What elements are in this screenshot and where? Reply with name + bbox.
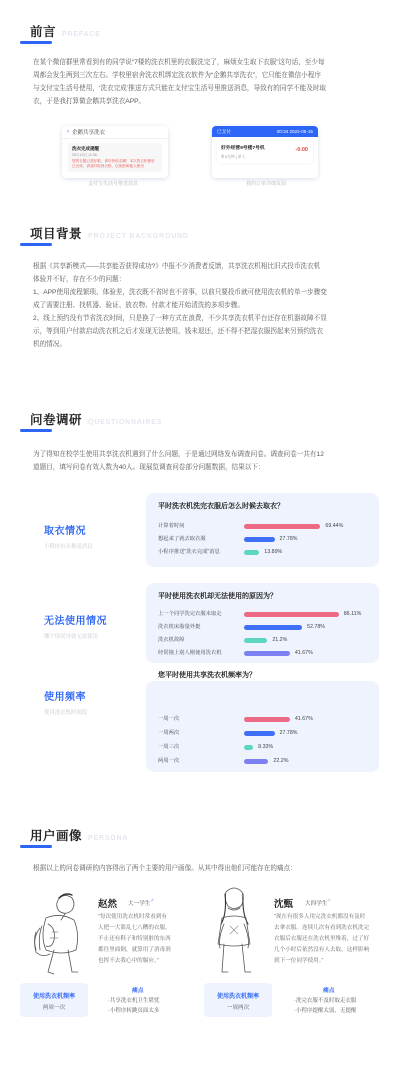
row-label: 计算着时间 <box>158 523 185 529</box>
order-status: 已支付 <box>217 128 231 134</box>
quote-line: 都往里面倒，就算用了消毒剂 <box>98 947 171 953</box>
background-line: 2、线上预约没有节省洗衣时间，只是换了一种方式在浪费，不少共享洗衣机平台还存在机器故障不显 <box>33 315 327 322</box>
persona-intro: 根据以上的问卷调研的内容得出了两个主要的用户画像。从其中得出他们可能存在的痛点： <box>33 865 297 872</box>
female-student-illustration <box>206 884 262 982</box>
message-date: 05月15日 11:56 <box>72 153 97 157</box>
survey-row <box>158 635 372 645</box>
back-arrow-icon: ‹ <box>67 129 69 135</box>
row-percent: 52.78% <box>307 624 326 630</box>
message-text: 您的衣服已洗好啦，请尽快取走哦！本次洗衣机使用已完成，请及时取回衣物，以免影响他人使用 <box>72 159 155 168</box>
background-line: 1、APP使用流程繁琐、体验差，洗衣既不省时也不省事，以前只要投币就可使用洗衣机的单一步骤变 <box>33 289 327 296</box>
persona-1-pain-title: 痛点 <box>132 988 144 994</box>
survey-text <box>33 448 389 474</box>
row-percent: 27.78% <box>279 730 298 736</box>
pain-item: ·小程序转跳页面太多 <box>108 1008 160 1014</box>
frequency-title: 使用洗衣机频率 <box>216 994 259 1000</box>
quote-line: 衣服后衣服还在洗衣机里堆着，过了好 <box>274 936 370 942</box>
pain-item: ·洗完衣服不及时取走衣服 <box>294 998 357 1004</box>
order-detail-screenshot <box>212 126 318 178</box>
row-percent: 41.67% <box>294 716 313 722</box>
row-label: 一周两次 <box>158 730 180 736</box>
message-header <box>62 126 168 139</box>
row-percent: 22.2% <box>273 758 289 764</box>
survey-label-title: 使用频率 <box>44 692 86 703</box>
alipay-message-screenshot <box>62 126 168 178</box>
message-title: 洗衣完成提醒 <box>72 146 99 151</box>
survey-label-pickup <box>44 522 93 550</box>
preface-line: 与支付宝生活号使用，‘洗衣完成’推送方式只能在支付宝生活号里推送消息，导致有的同学不能及时取 <box>33 85 327 92</box>
row-percent: 8.33% <box>258 744 274 750</box>
quote-line: 不止还有鞋子和特别脏的东西 <box>98 936 171 942</box>
survey-row <box>158 742 372 752</box>
preface-underline <box>20 41 52 44</box>
row-bar <box>244 745 253 750</box>
frequency-title: 使用洗衣机频率 <box>32 994 75 1000</box>
quote-line: 去拿衣服。连续几次有看到洗衣机洗完 <box>274 925 370 931</box>
survey-label-title: 无法使用情况 <box>44 616 107 627</box>
background-line: 体验并不好，存在不少的问题： <box>33 276 126 283</box>
row-percent: 69.44% <box>325 523 344 529</box>
quote-line: “现在有很多人用完洗衣机都没有及时 <box>274 914 366 920</box>
persona-2-frequency-box <box>204 983 272 1017</box>
persona-2-pain-title: 痛点 <box>323 988 335 994</box>
female-icon: ♀ <box>327 898 332 904</box>
persona-en-title: PERSONA <box>88 835 129 842</box>
row-bar <box>244 759 268 764</box>
row-label: 一周一次 <box>158 716 180 722</box>
persona-1-pains <box>108 996 159 1016</box>
survey-card-unusable <box>146 583 379 663</box>
preface-line: 周都会发生两到三次左右。学校里宿舍洗衣机绑定洗衣软件为“企鹅共享洗衣”，它只能在微信小程序 <box>33 72 321 79</box>
row-bar <box>244 717 290 722</box>
message-card <box>68 143 162 172</box>
background-line: 根据《共享新模式——共享能否获得成功?》中报不少消费者反馈，共享洗衣机相比旧式投币洗衣机 <box>33 263 321 270</box>
row-bar <box>244 731 275 736</box>
persona-2-pains <box>294 996 356 1016</box>
row-label: 洗衣机故障 <box>158 637 185 643</box>
row-bar <box>244 612 339 617</box>
row-percent: 21.2% <box>272 637 288 643</box>
screenshot-caption-2: 我的订单详细页面 <box>246 181 287 187</box>
persona-heading <box>30 826 128 844</box>
row-bar <box>244 537 275 542</box>
persona-1-role: 大一学生 <box>128 901 151 907</box>
quote-line: 几个小时后依然没有人去取，这样影响 <box>274 947 370 953</box>
quote-line: 也挥不去我心中的膈应。” <box>98 958 159 964</box>
survey-label-title: 取衣情况 <box>44 526 86 537</box>
row-bar <box>244 524 320 529</box>
persona-1-quote <box>98 912 171 967</box>
background-en-title: PROJECT BACKGROUND <box>88 233 189 240</box>
survey-label-sub: 小程序有否推送消息 <box>44 544 93 550</box>
survey-line: 为了得知在校学生使用共享洗衣机遇到了什么问题，于是通过网络发布调查问卷。调查问卷一共有12 <box>33 451 324 458</box>
order-duration: ⏱ 5分钟 | 单人 <box>221 155 246 159</box>
survey-row <box>158 609 372 619</box>
student-with-backpack-illustration <box>28 888 96 980</box>
survey-title: 问卷调研 <box>30 413 83 427</box>
survey-row <box>158 622 372 632</box>
row-label: 上一个同学洗完衣服未取走 <box>158 611 222 617</box>
survey-en-title: QUESTIONNAIRES <box>88 419 163 426</box>
survey-row <box>158 534 372 544</box>
background-text <box>33 260 389 351</box>
survey-row <box>158 756 372 766</box>
row-bar <box>244 625 302 630</box>
order-header <box>212 126 318 137</box>
row-bar <box>244 638 267 643</box>
survey-label-sub: 哪个情况导致无法使用 <box>44 634 98 640</box>
row-label: 小程序推送“洗衣完成”消息 <box>158 549 220 555</box>
survey-line: 道题目，填写问卷有效人数为40人。现展览调查问卷部分问题数据，结果以下： <box>33 464 265 471</box>
row-label: 经常撞上别人刚使用洗衣机 <box>158 650 222 656</box>
survey-row <box>158 547 372 557</box>
male-icon: ♂ <box>150 898 155 904</box>
preface-title: 前言 <box>30 25 57 39</box>
persona-1-frequency-box <box>20 983 88 1017</box>
survey-question: 平时洗衣机洗完衣服后怎么时候去取衣？ <box>158 503 284 510</box>
order-time: 00:34 2022-05-15 <box>276 129 313 134</box>
survey-row <box>158 728 372 738</box>
persona-title: 用户画像 <box>30 829 83 843</box>
survey-heading <box>30 410 162 428</box>
preface-en-title: PREFACE <box>62 31 101 38</box>
row-percent: 86.11% <box>343 611 362 617</box>
background-title: 项目背景 <box>30 227 83 241</box>
row-percent: 13.89% <box>264 549 283 555</box>
persona-1-name: 赵然 <box>98 899 118 910</box>
persona-2-name: 沈甄 <box>274 899 294 910</box>
row-percent: 27.78% <box>279 536 298 542</box>
survey-question: 平时使用洗衣机却无法使用的原因为？ <box>158 593 277 600</box>
survey-label-sub: 使用洗衣机时间段 <box>44 710 88 716</box>
survey-card-pickup <box>146 493 379 567</box>
survey-label-frequency <box>44 688 87 716</box>
frequency-value: 一周两次 <box>226 1005 250 1011</box>
persona-underline <box>20 845 52 848</box>
row-percent: 41.67% <box>294 650 313 656</box>
pain-item: ·小程序提醒太弱，无提醒 <box>294 1008 357 1014</box>
quote-line: “每次使用洗衣机时常看到有 <box>98 914 167 920</box>
background-line: 示，等到用户付款启动洗衣机之后才发现无法使用，钱未退还，还不得不把湿衣服拐起来另预约洗衣 <box>33 328 324 335</box>
background-line: 成了需要注册、找机器、验证、放衣物、付款才能开始清洗的多项步骤。 <box>33 302 244 309</box>
survey-underline <box>20 429 52 432</box>
order-amount: -0.00 <box>295 147 308 153</box>
row-label: 想起来了就去取衣服 <box>158 536 206 542</box>
preface-line: 在某个微信群里常看到有的同学说“7楼的洗衣机里的衣服洗完了，麻烦女生取下衣服”这句话，至少每 <box>33 59 325 66</box>
order-card <box>217 141 313 163</box>
survey-label-unusable <box>44 612 107 640</box>
quote-line: 人把一大篮乱七八糟的衣服， <box>98 925 171 931</box>
persona-2-quote <box>274 912 369 967</box>
message-header-title: 企鹅共享洗衣 <box>72 130 106 136</box>
preface-line: 衣，于是我打算做企鹅共享洗衣APP。 <box>33 98 146 105</box>
quote-line: 到下一位同学使用。” <box>274 958 324 964</box>
order-title: 好外经营9号楼7号机 <box>221 146 265 151</box>
pain-item: ·共享洗衣机卫生堪忧 <box>108 998 160 1004</box>
frequency-value: 两周一次 <box>42 1005 66 1011</box>
survey-row <box>158 714 372 724</box>
row-label: 洗衣机床脂量外挺 <box>158 624 201 630</box>
row-bar <box>244 550 259 555</box>
row-label: 一周三次 <box>158 744 180 750</box>
survey-question: 您平时使用共享洗衣机频率为？ <box>158 672 256 679</box>
background-underline <box>20 243 52 246</box>
preface-text <box>33 56 389 108</box>
screenshot-caption-1: 支付宝生活号推送消息 <box>88 181 139 187</box>
row-label: 两周一次 <box>158 758 180 764</box>
persona-2-role: 大四学生 <box>305 901 328 907</box>
survey-card-frequency <box>146 662 379 772</box>
survey-row <box>158 521 372 531</box>
background-heading <box>30 224 189 242</box>
survey-row <box>158 648 372 658</box>
background-line: 机的情况。 <box>33 341 66 348</box>
preface-heading <box>30 22 101 40</box>
row-bar <box>244 651 290 656</box>
